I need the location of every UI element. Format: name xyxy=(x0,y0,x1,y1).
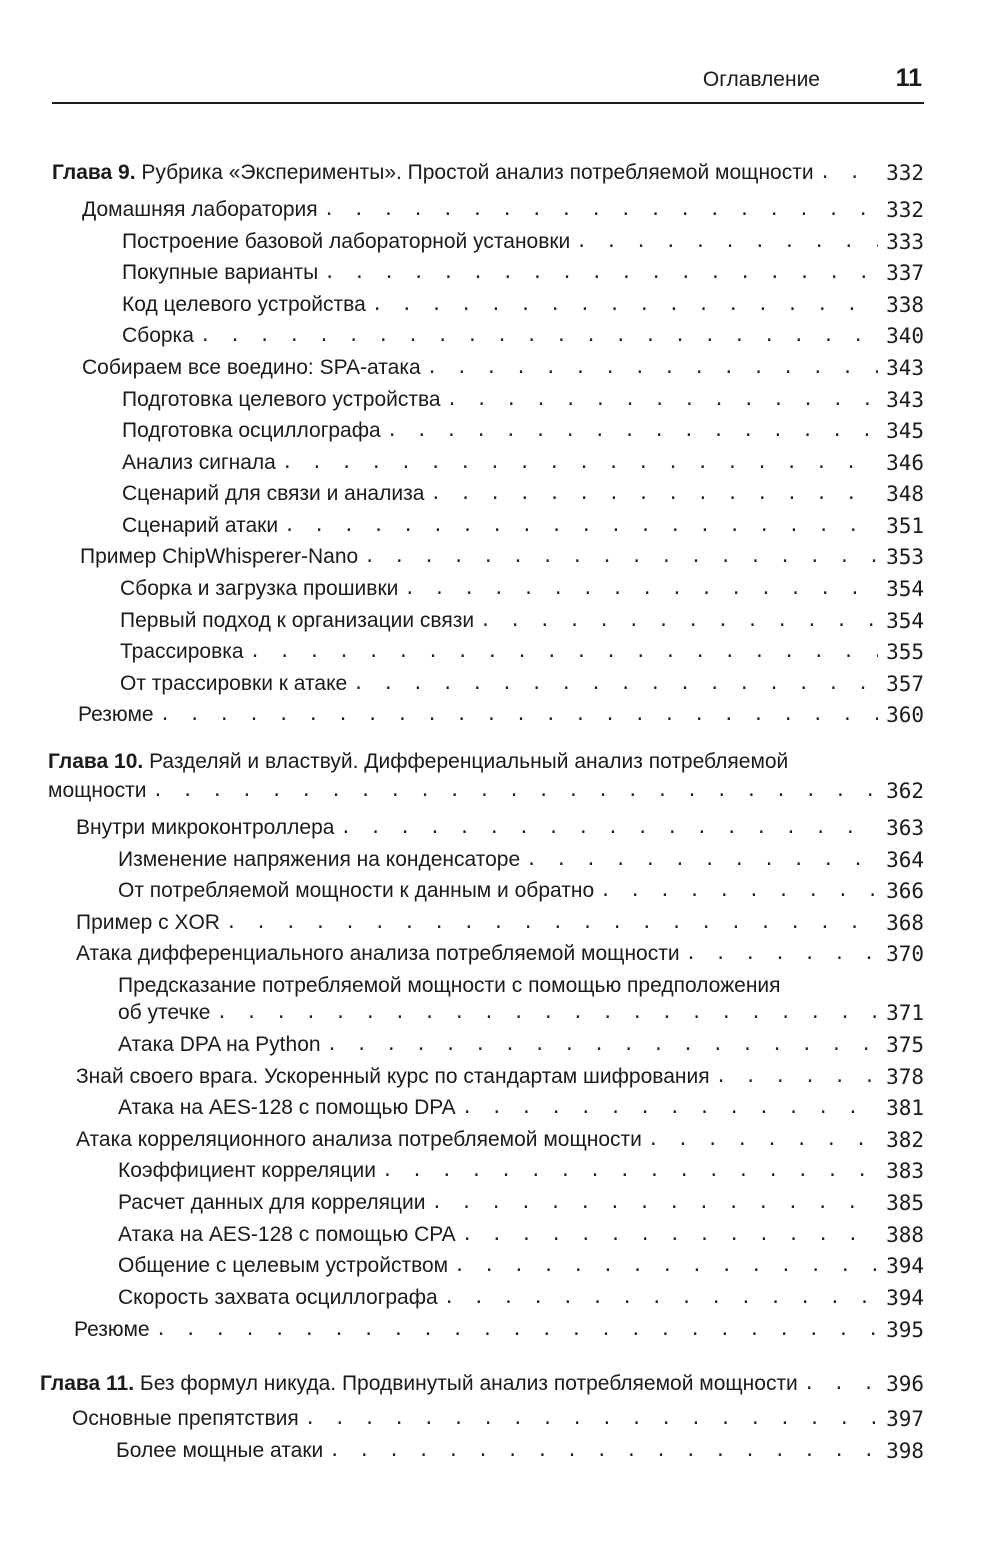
toc-item-title: От потребляемой мощности к данным и обратно xyxy=(118,879,595,902)
leader-dots xyxy=(387,418,878,444)
toc-item-title: Первый подход к организации связи xyxy=(120,609,475,632)
page-ref: 346 xyxy=(886,451,924,475)
header-title: Оглавление xyxy=(702,68,820,91)
toc-item-title: Более мощные атаки xyxy=(116,1439,324,1462)
page-ref: 388 xyxy=(886,1223,924,1247)
toc-item[interactable] xyxy=(78,702,924,728)
toc-item-title: Знай своего врага. Ускоренный курс по стандартам шифрования xyxy=(76,1065,710,1088)
toc-item[interactable] xyxy=(122,260,924,286)
page-ref: 353 xyxy=(886,545,924,569)
toc-item[interactable] xyxy=(72,1406,924,1432)
page-ref: 360 xyxy=(886,703,924,727)
toc-item-title: Собираем все воедино: SPA-атака xyxy=(82,356,421,379)
toc-item[interactable] xyxy=(122,229,924,255)
toc-item-title: Подготовка целевого устройства xyxy=(122,388,441,411)
toc-item[interactable] xyxy=(118,847,924,873)
leader-dots xyxy=(364,544,878,570)
leader-dots xyxy=(648,1127,878,1153)
leader-dots xyxy=(327,1032,878,1058)
toc-item[interactable] xyxy=(122,481,924,507)
leader-dots xyxy=(324,197,878,223)
leader-dots xyxy=(216,1000,878,1026)
toc-item-title: Сборка xyxy=(122,324,194,347)
toc-item-title: Изменение напряжения на конденсаторе xyxy=(118,848,521,871)
toc-item[interactable] xyxy=(122,323,924,349)
leader-dots xyxy=(160,702,878,728)
chapter-label: Глава 11. xyxy=(40,1372,135,1395)
page-ref: 355 xyxy=(886,640,924,664)
page-ref: 395 xyxy=(886,1318,924,1342)
page-ref: 354 xyxy=(886,609,924,633)
page-ref: 340 xyxy=(886,324,924,348)
toc-item[interactable] xyxy=(82,355,924,381)
leader-dots xyxy=(200,323,878,349)
running-header xyxy=(52,64,924,104)
toc-item[interactable] xyxy=(122,418,924,444)
toc-item-title: Анализ сигнала xyxy=(122,451,276,474)
leader-dots xyxy=(454,1253,878,1279)
page-ref: 343 xyxy=(886,356,924,380)
page-ref: 381 xyxy=(886,1096,924,1120)
chapter-title-cont: мощности xyxy=(48,779,147,802)
toc-item-title: Сценарий для связи и анализа xyxy=(122,482,425,505)
toc-item[interactable] xyxy=(118,1032,924,1058)
leader-dots xyxy=(716,1064,878,1090)
toc-item-title: От трассировки к атаке xyxy=(120,672,348,695)
toc-item-title: Построение базовой лабораторной установки xyxy=(122,230,571,253)
toc-item[interactable] xyxy=(118,1222,924,1248)
toc-item-title: Трассировка xyxy=(120,640,244,663)
page-ref: 396 xyxy=(886,1372,924,1396)
toc-item-title: Основные препятствия xyxy=(72,1407,299,1430)
toc-item[interactable] xyxy=(122,450,924,476)
toc-item[interactable] xyxy=(118,1190,924,1216)
page-ref: 348 xyxy=(886,482,924,506)
header-page-number: 11 xyxy=(895,64,922,92)
toc-item-title: Атака на AES-128 с помощью CPA xyxy=(118,1223,456,1246)
toc-item-title: Сценарий атаки xyxy=(122,514,279,537)
chapter-label: Глава 9. xyxy=(52,161,136,184)
page-ref: 394 xyxy=(886,1254,924,1278)
toc-item-title: Код целевого устройства xyxy=(122,293,366,316)
leader-dots xyxy=(462,1222,878,1248)
page-ref: 368 xyxy=(886,911,924,935)
leader-dots xyxy=(305,1406,878,1432)
leader-dots xyxy=(226,910,878,936)
toc-item[interactable] xyxy=(74,1317,924,1343)
page-ref: 385 xyxy=(886,1191,924,1215)
leader-dots xyxy=(156,1317,878,1343)
toc-item[interactable] xyxy=(120,576,924,602)
chapter-title: Без формул никуда. Продвинутый анализ потребляемой мощности xyxy=(139,1372,798,1395)
toc-item[interactable] xyxy=(76,815,924,841)
toc-item-title: Домашняя лаборатория xyxy=(82,198,318,221)
toc-item-title: Коэффициент корреляции xyxy=(118,1159,376,1182)
page-ref: 357 xyxy=(886,672,924,696)
toc-item[interactable] xyxy=(80,544,924,570)
toc-item-title: об утечке xyxy=(118,1001,211,1024)
leader-dots xyxy=(353,671,878,697)
leader-dots xyxy=(444,1285,878,1311)
leader-dots xyxy=(404,576,878,602)
toc-item-title: Общение с целевым устройством xyxy=(118,1254,449,1277)
page-ref: 383 xyxy=(886,1159,924,1183)
chapter-title: Рубрика «Эксперименты». Простой анализ потребляемой мощности xyxy=(141,161,814,184)
page-ref: 332 xyxy=(886,198,924,222)
toc-item[interactable] xyxy=(116,1438,924,1464)
toc-item[interactable] xyxy=(82,197,924,223)
page-ref: 378 xyxy=(886,1065,924,1089)
page-ref: 333 xyxy=(886,230,924,254)
leader-dots xyxy=(686,941,878,967)
leader-dots xyxy=(462,1095,878,1121)
toc-item[interactable] xyxy=(76,941,924,967)
leader-dots xyxy=(430,481,878,507)
toc-chapter-9[interactable] xyxy=(52,160,924,186)
toc-item[interactable] xyxy=(118,1253,924,1279)
page-ref: 345 xyxy=(886,419,924,443)
toc-item-title: Резюме xyxy=(74,1318,150,1341)
page-ref: 338 xyxy=(886,293,924,317)
toc-item-title: Подготовка осциллографа xyxy=(122,419,381,442)
toc-item-title: Расчет данных для корреляции xyxy=(118,1191,426,1214)
leader-dots xyxy=(820,160,878,186)
toc-item-title: Резюме xyxy=(78,703,154,726)
page-ref: 398 xyxy=(886,1439,924,1463)
toc-item-title: Пример ChipWhisperer-Nano xyxy=(80,545,359,568)
page-ref: 351 xyxy=(886,514,924,538)
page-ref: 364 xyxy=(886,848,924,872)
leader-dots xyxy=(427,355,878,381)
page-ref: 382 xyxy=(886,1128,924,1152)
toc-item-title: Сборка и загрузка прошивки xyxy=(120,577,399,600)
leader-dots xyxy=(526,847,878,873)
leader-dots xyxy=(329,1438,878,1464)
leader-dots xyxy=(250,639,878,665)
page-ref: 370 xyxy=(886,942,924,966)
leader-dots xyxy=(284,513,878,539)
toc-item[interactable] xyxy=(118,878,924,904)
toc-item[interactable] xyxy=(76,1127,924,1153)
toc-item-title: Пример с XOR xyxy=(76,911,220,934)
page-ref: 394 xyxy=(886,1286,924,1310)
leader-dots xyxy=(447,387,878,413)
page-ref: 375 xyxy=(886,1033,924,1057)
leader-dots xyxy=(324,260,878,286)
toc-item[interactable] xyxy=(122,387,924,413)
page-ref: 354 xyxy=(886,577,924,601)
toc-item-title: Атака корреляционного анализа потребляемой мощности xyxy=(76,1128,642,1151)
toc-chapter-10[interactable] xyxy=(48,778,924,804)
page-ref: 363 xyxy=(886,816,924,840)
toc-item-title: Атака DPA на Python xyxy=(118,1033,321,1056)
toc-item[interactable] xyxy=(120,608,924,634)
toc-item-heading[interactable]: Предсказание потребляемой мощности с помощью предположения xyxy=(118,974,781,997)
leader-dots xyxy=(600,878,878,904)
toc-item[interactable] xyxy=(118,1000,924,1026)
toc-item[interactable] xyxy=(76,1064,924,1090)
page-ref: 337 xyxy=(886,261,924,285)
leader-dots xyxy=(576,229,878,255)
toc-chapter-10-heading[interactable] xyxy=(48,749,788,775)
toc-item[interactable] xyxy=(120,671,924,697)
toc-item[interactable] xyxy=(120,639,924,665)
toc-item[interactable] xyxy=(118,1285,924,1311)
leader-dots xyxy=(382,1158,878,1184)
leader-dots xyxy=(480,608,878,634)
chapter-label: Глава 10. xyxy=(48,750,144,773)
toc-item-title: Скорость захвата осциллографа xyxy=(118,1286,438,1309)
page-ref: 371 xyxy=(886,1001,924,1025)
toc-item[interactable] xyxy=(118,1158,924,1184)
leader-dots xyxy=(340,815,878,841)
leader-dots xyxy=(153,778,878,804)
toc-chapter-11[interactable] xyxy=(40,1371,924,1397)
leader-dots xyxy=(804,1371,878,1397)
toc-item-title: Атака дифференциального анализа потребляемой мощности xyxy=(76,942,680,965)
page-ref: 366 xyxy=(886,879,924,903)
chapter-title: Разделяй и властвуй. Дифференциальный анализ потребляемой xyxy=(149,750,789,773)
toc-item-title: Атака на AES-128 с помощью DPA xyxy=(118,1096,456,1119)
leader-dots xyxy=(282,450,878,476)
page-ref: 343 xyxy=(886,388,924,412)
toc-item-title: Внутри микроконтроллера xyxy=(76,816,335,839)
page-ref: 397 xyxy=(886,1407,924,1431)
toc-item[interactable] xyxy=(122,292,924,318)
page-ref: 332 xyxy=(886,161,924,185)
leader-dots xyxy=(372,292,878,318)
leader-dots xyxy=(431,1190,878,1216)
toc-item[interactable] xyxy=(76,910,924,936)
toc-item-title: Покупные варианты xyxy=(122,261,319,284)
toc-item[interactable] xyxy=(118,1095,924,1121)
page-ref: 362 xyxy=(886,779,924,803)
toc-item[interactable] xyxy=(122,513,924,539)
